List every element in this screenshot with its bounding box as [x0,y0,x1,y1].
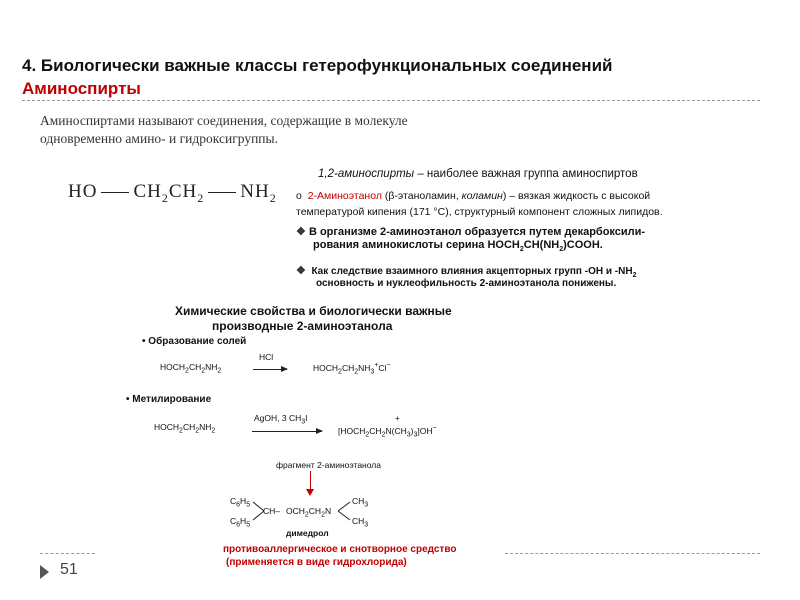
fragment-label: фрагмент 2-аминоэтанола [276,460,381,470]
bond-line [208,192,236,193]
diamond-bullet-icon: ❖ [296,226,306,238]
methylation-label: • Метилирование [126,394,212,405]
dimedrol-right-bonds [336,498,352,524]
methylation-reagent: AgOH, 3 $CH_3I$ [254,413,308,426]
dimedrol-name: димедрол [286,528,329,538]
info-point-1-line2: температурой кипения (171 °С), структурный компонент сложных липидов. [296,206,663,218]
slide-subtitle: Аминоспирты [22,79,141,98]
info-point-1: o 2-Аминоэтанол (β-этаноламин, коламин) – вязкая жидкость с высокой [296,190,651,202]
footer-divider-right [505,553,760,554]
footer-divider-left [40,553,95,554]
methylation-reactant: $HOCH_2CH_2NH_2$ [154,422,216,435]
dimedrol-use-1: противоаллергическое и снотворное средство [223,544,457,555]
salt-reactant: $HOCH_2CH_2NH_2$ [160,362,222,375]
phenyl-2: $C_6H_5$ [230,516,251,529]
page-number: 51 [60,561,78,578]
slide-title: 4. Биологически важные классы гетерофункциональных соединений [22,56,613,75]
salt-reaction-arrow [253,369,287,370]
dimedrol-fragment: $OCH_2CH_2N$ [286,506,332,519]
dimedrol-core: CH– [263,506,281,516]
salt-reagent: HCl [259,352,274,362]
definition-line-1: Аминоспиртами называют соединения, содержащие в молекуле [40,113,408,128]
play-arrow-icon [40,565,49,579]
reactions-heading-2: производные 2-аминоэтанола [212,319,393,333]
definition-line-2: одновременно амино- и гидроксигруппы. [40,131,278,146]
info-point-2: ❖ В организме 2-аминоэтанол образуется путем декарбоксили- [296,226,646,238]
dimedrol-use-2: (применяется в виде гидрохлорида) [226,557,407,568]
info-point-3-line2: основность и нуклеофильность 2-аминоэтанола понижены. [316,278,617,289]
header-divider [22,100,760,101]
methyl-1: $CH_3$ [352,496,369,509]
fragment-arrow-head [306,489,314,496]
info-point-2-line2: рования аминокислоты серина $HOCH_2CH(NH_2)COOH$. [313,239,603,254]
info-point-3: ❖ Как следствие взаимного влияния акцепторных групп -OH и $-NH_2$ [296,265,637,279]
salt-formation-label: • Образование солей [142,336,247,347]
definition-text [40,112,408,148]
methylation-product: $[HOCH_2CH_2N(CH_3)_3]OH^-$ [338,425,437,439]
phenyl-1: $C_6H_5$ [230,496,251,509]
methyl-2: $CH_3$ [352,516,369,529]
salt-product: $HOCH_2CH_2NH_3^+Cl^-$ [313,362,391,376]
reactions-heading-1: Химические свойства и биологически важные [175,304,452,318]
aminoethanol-formula: HO $CH_2CH_2$ $NH_2$ [68,181,277,205]
methylation-reaction-arrow [252,431,322,432]
diamond-bullet-icon: ❖ [296,265,306,277]
info-heading: 1,2-аминоспирты – наиболее важная группа аминоспиртов [318,168,638,180]
bond-line [101,192,129,193]
quaternary-charge: + [395,414,400,423]
